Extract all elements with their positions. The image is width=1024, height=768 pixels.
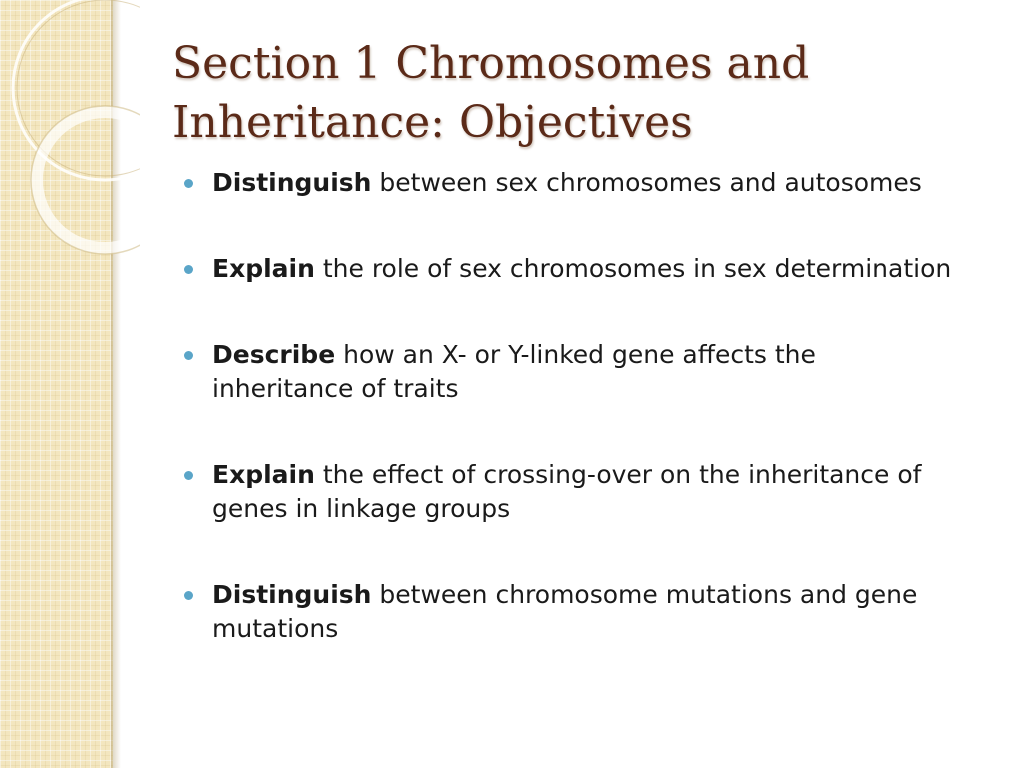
objective-text: the role of sex chromosomes in sex determination [314, 254, 952, 283]
objective-verb: Distinguish [212, 168, 372, 197]
decorative-rings [0, 0, 140, 260]
objective-verb: Distinguish [212, 580, 372, 609]
objective-item [184, 166, 964, 200]
bullet-icon [184, 179, 193, 188]
objective-item [184, 578, 964, 646]
bullet-icon [184, 471, 193, 480]
objective-text: how an X- or Y-linked gene affects the inheritance of traits [212, 340, 816, 403]
decorative-ring-large [13, 0, 140, 180]
bullet-icon [184, 591, 193, 600]
objective-verb: Explain [212, 254, 315, 283]
objective-item [184, 338, 964, 406]
bullet-icon [184, 351, 193, 360]
objective-text: between sex chromosomes and autosomes [371, 168, 922, 197]
slide-title: Section 1 Chromosomes and Inheritance: Objectives [172, 38, 810, 148]
bullet-icon [184, 265, 193, 274]
objective-verb: Explain [212, 460, 315, 489]
objective-item [184, 458, 964, 526]
objectives-list [184, 166, 964, 698]
objective-text: the effect of crossing-over on the inheritance of genes in linkage groups [212, 460, 922, 523]
objective-verb: Describe [212, 340, 336, 369]
decorative-ring-small-shade [31, 106, 140, 254]
objective-item [184, 252, 964, 286]
objective-text: between chromosome mutations and gene mutations [212, 580, 918, 643]
